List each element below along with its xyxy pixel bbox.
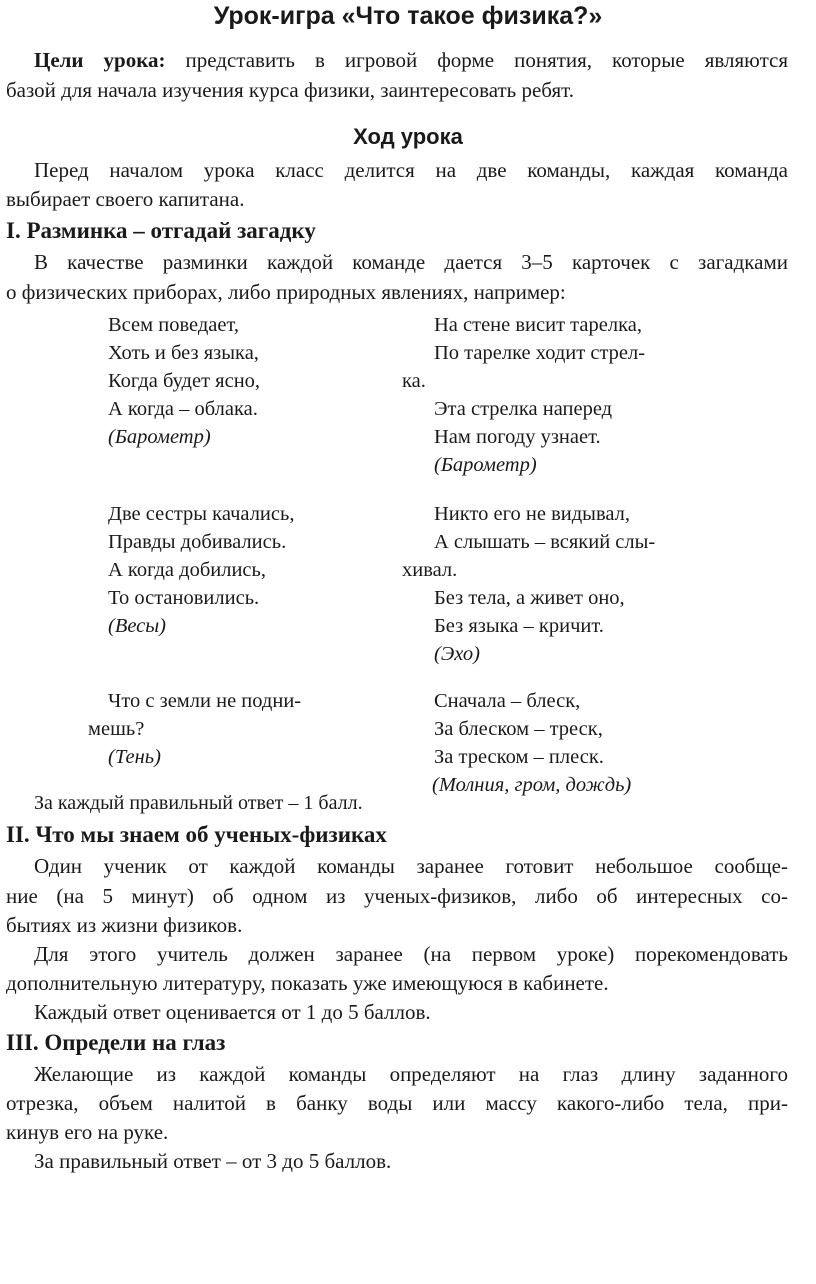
section-2-p1-line-3: бытиях из жизни физиков. — [6, 913, 243, 937]
riddle-6-line-3: За треском – плеск. — [434, 746, 604, 768]
section-3-line-2: отрезка, объем налитой в банку воды или массу какого-либо тела, при- — [6, 1091, 788, 1115]
goals-line-2: базой для начала изучения курса физики, заинтересовать ребят. — [6, 78, 574, 102]
riddle-3-answer: (Весы) — [108, 615, 166, 637]
section-1-line-1: В качестве разминки каждой команде дается 3–5 карточек с загадками — [34, 250, 788, 274]
riddle-4-line-2: А слышать – всякий слы- — [434, 531, 656, 553]
goals-label: Цели урока: — [34, 48, 166, 72]
riddle-4-line-3: хивал. — [402, 559, 458, 581]
section-3-heading: III. Определи на глаз — [6, 1030, 226, 1055]
intro-line-1: Перед началом урока класс делится на две команды, каждая команда — [34, 158, 788, 182]
riddle-3-line-1: Две сестры качались, — [108, 503, 295, 525]
riddle-2-answer: (Барометр) — [434, 454, 537, 476]
riddle-1-line-3: Когда будет ясно, — [108, 370, 261, 392]
riddle-4-line-5: Без языка – кричит. — [434, 615, 604, 637]
riddle-2-line-4: Эта стрелка наперед — [434, 398, 613, 420]
riddle-6-line-1: Сначала – блеск, — [434, 690, 581, 712]
riddle-2-line-2: По тарелке ходит стрел- — [434, 342, 646, 364]
section-2-p2-line-1: Для этого учитель должен заранее (на первом уроке) порекомендовать — [34, 942, 788, 966]
section-2-p2-line-2: дополнительную литературу, показать уже имеющуюся в кабинете. — [6, 971, 609, 995]
section-2-p3: Каждый ответ оценивается от 1 до 5 баллов. — [34, 1000, 431, 1024]
riddle-3-line-4: То остановились. — [108, 587, 260, 609]
riddle-5-answer: (Тень) — [108, 746, 161, 768]
intro-line-2: выбирает своего капитана. — [6, 187, 245, 211]
goals-text-1: представить в игровой форме понятия, которые являются — [165, 48, 788, 72]
riddle-1-line-4: А когда – облака. — [108, 398, 258, 420]
section-3-line-4: За правильный ответ – от 3 до 5 баллов. — [34, 1149, 392, 1173]
score-rule-1: За каждый правильный ответ – 1 балл. — [34, 792, 363, 814]
riddle-1-line-1: Всем поведает, — [108, 314, 239, 336]
riddle-1-line-2: Хоть и без языка, — [108, 342, 259, 364]
riddle-2-line-5: Нам погоду узнает. — [434, 426, 601, 448]
progress-heading: Ход урока — [353, 124, 463, 149]
riddle-4-answer: (Эхо) — [434, 643, 480, 665]
section-3-line-1: Желающие из каждой команды определяют на глаз длину заданного — [34, 1062, 788, 1086]
riddle-1-answer: (Барометр) — [108, 426, 211, 448]
page-title: Урок-игра «Что такое физика?» — [213, 2, 603, 30]
riddle-4-line-4: Без тела, а живет оно, — [434, 587, 625, 609]
riddle-2-line-1: На стене висит тарелка, — [434, 314, 642, 336]
riddle-2-line-3: ка. — [402, 370, 426, 392]
section-2-p1-line-1: Один ученик от каждой команды заранее готовит небольшое сообще- — [34, 854, 788, 878]
riddle-3-line-2: Правды добивались. — [108, 531, 287, 553]
riddle-5-line-1: Что с земли не подни- — [108, 690, 302, 712]
section-2-heading: II. Что мы знаем об ученых-физиках — [6, 822, 387, 847]
section-3-line-3: кинув его на руке. — [6, 1120, 169, 1144]
riddle-5-line-2: мешь? — [88, 718, 145, 740]
section-1-line-2: о физических приборах, либо природных явлениях, например: — [6, 280, 566, 304]
riddle-6-line-2: За блеском – треск, — [434, 718, 603, 740]
riddle-3-line-3: А когда добились, — [108, 559, 266, 581]
riddle-6-answer: (Молния, гром, дождь) — [432, 774, 632, 796]
goals-line-1 — [34, 48, 788, 73]
section-1-heading: I. Разминка – отгадай загадку — [6, 218, 316, 243]
riddle-4-line-1: Никто его не видывал, — [434, 503, 630, 525]
section-2-p1-line-2: ние (на 5 минут) об одном из ученых-физиков, либо об интересных со- — [6, 884, 788, 908]
